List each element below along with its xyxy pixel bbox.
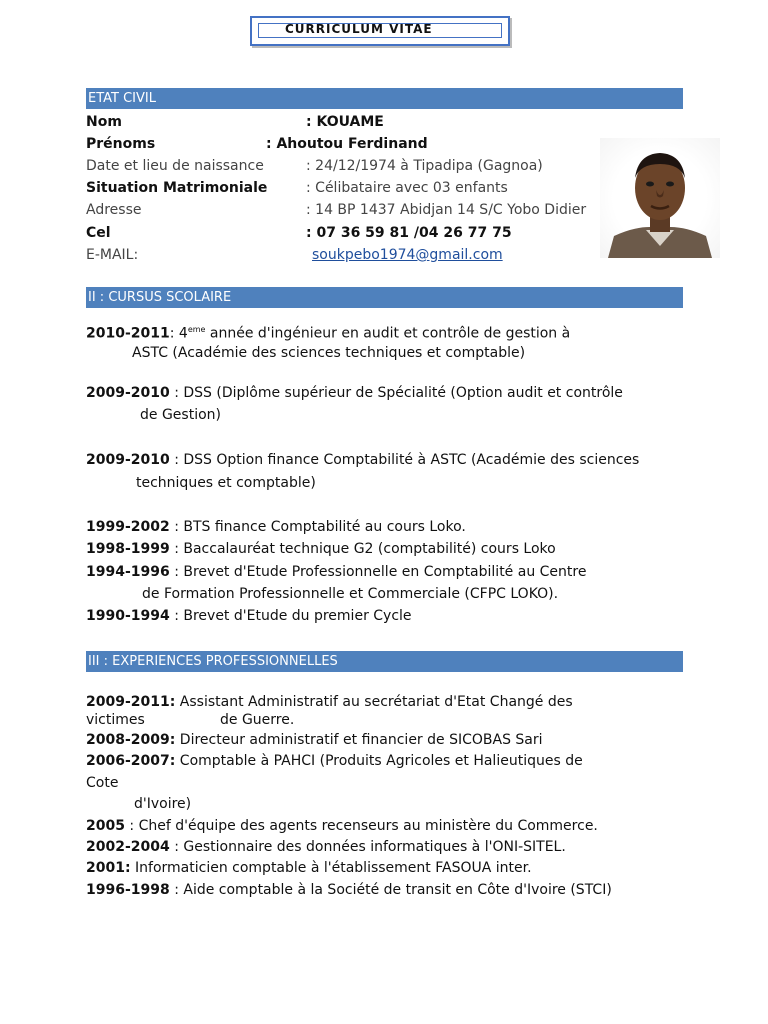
experience-item-3-cont2: d'Ivoire): [134, 796, 192, 812]
cursus-item-6: 1994-1996 : Brevet d'Etude Professionnelle en Comptabilité au Centre: [86, 564, 587, 580]
experience-item-1: 2009-2011: Assistant Administratif au secrétariat d'Etat Changé des: [86, 694, 573, 710]
label-situation: Situation Matrimoniale: [86, 180, 268, 196]
value-adresse: : 14 BP 1437 Abidjan 14 S/C Yobo Didier: [306, 202, 587, 218]
value-prenoms: : Ahoutou Ferdinand: [266, 136, 428, 152]
value-nom: : KOUAME: [306, 114, 384, 130]
cursus-item-5: 1998-1999 : Baccalauréat technique G2 (comptabilité) cours Loko: [86, 541, 556, 557]
value-naissance: : 24/12/1974 à Tipadipa (Gagnoa): [306, 158, 543, 174]
value-cel: : 07 36 59 81 /04 26 77 75: [306, 225, 512, 241]
cursus-item-1-cont: ASTC (Académie des sciences techniques et comptable): [132, 345, 526, 361]
section-cursus: II : CURSUS SCOLAIRE: [86, 287, 683, 308]
cv-title: CURRICULUM VITAE: [285, 23, 433, 36]
cursus-item-3-cont: techniques et comptable): [136, 475, 316, 491]
label-email: E-MAIL:: [86, 247, 139, 263]
profile-photo: [600, 138, 720, 258]
section-experiences: III : EXPERIENCES PROFESSIONNELLES: [86, 651, 683, 672]
experience-item-1-cont-a: victimes: [86, 712, 145, 728]
section-etat-civil: ETAT CIVIL: [86, 88, 683, 109]
experience-item-5: 2002-2004 : Gestionnaire des données informatiques à l'ONI-SITEL.: [86, 839, 566, 855]
label-nom: Nom: [86, 114, 122, 130]
value-situation: : Célibataire avec 03 enfants: [306, 180, 508, 196]
cursus-item-3: 2009-2010 : DSS Option finance Comptabilité à ASTC (Académie des sciences: [86, 452, 640, 468]
experience-item-7: 1996-1998 : Aide comptable à la Société de transit en Côte d'Ivoire (STCI): [86, 882, 612, 898]
experience-item-3: 2006-2007: Comptable à PAHCI (Produits Agricoles et Halieutiques de: [86, 753, 583, 769]
cursus-item-1: 2010-2011: 4eme année d'ingénieur en audit et contrôle de gestion à: [86, 325, 571, 342]
cursus-item-2-cont: de Gestion): [140, 407, 221, 423]
label-prenoms: Prénoms: [86, 136, 156, 152]
label-cel: Cel: [86, 225, 111, 241]
cv-title-box: [250, 16, 510, 46]
experience-item-2: 2008-2009: Directeur administratif et financier de SICOBAS Sari: [86, 732, 543, 748]
email-link[interactable]: soukpebo1974@gmail.com: [312, 247, 503, 263]
cursus-item-7: 1990-1994 : Brevet d'Etude du premier Cycle: [86, 608, 412, 624]
cursus-item-2: 2009-2010 : DSS (Diplôme supérieur de Spécialité (Option audit et contrôle: [86, 385, 623, 401]
cursus-item-6-cont: de Formation Professionnelle et Commerciale (CFPC LOKO).: [142, 586, 559, 602]
label-naissance: Date et lieu de naissance: [86, 158, 264, 174]
cursus-item-4: 1999-2002 : BTS finance Comptabilité au cours Loko.: [86, 519, 466, 535]
experience-item-4: 2005 : Chef d'équipe des agents recenseurs au ministère du Commerce.: [86, 818, 598, 834]
label-adresse: Adresse: [86, 202, 142, 218]
experience-item-6: 2001: Informaticien comptable à l'établissement FASOUA inter.: [86, 860, 532, 876]
experience-item-1-cont-b: de Guerre.: [220, 712, 295, 728]
experience-item-3-cont: Cote: [86, 775, 119, 791]
